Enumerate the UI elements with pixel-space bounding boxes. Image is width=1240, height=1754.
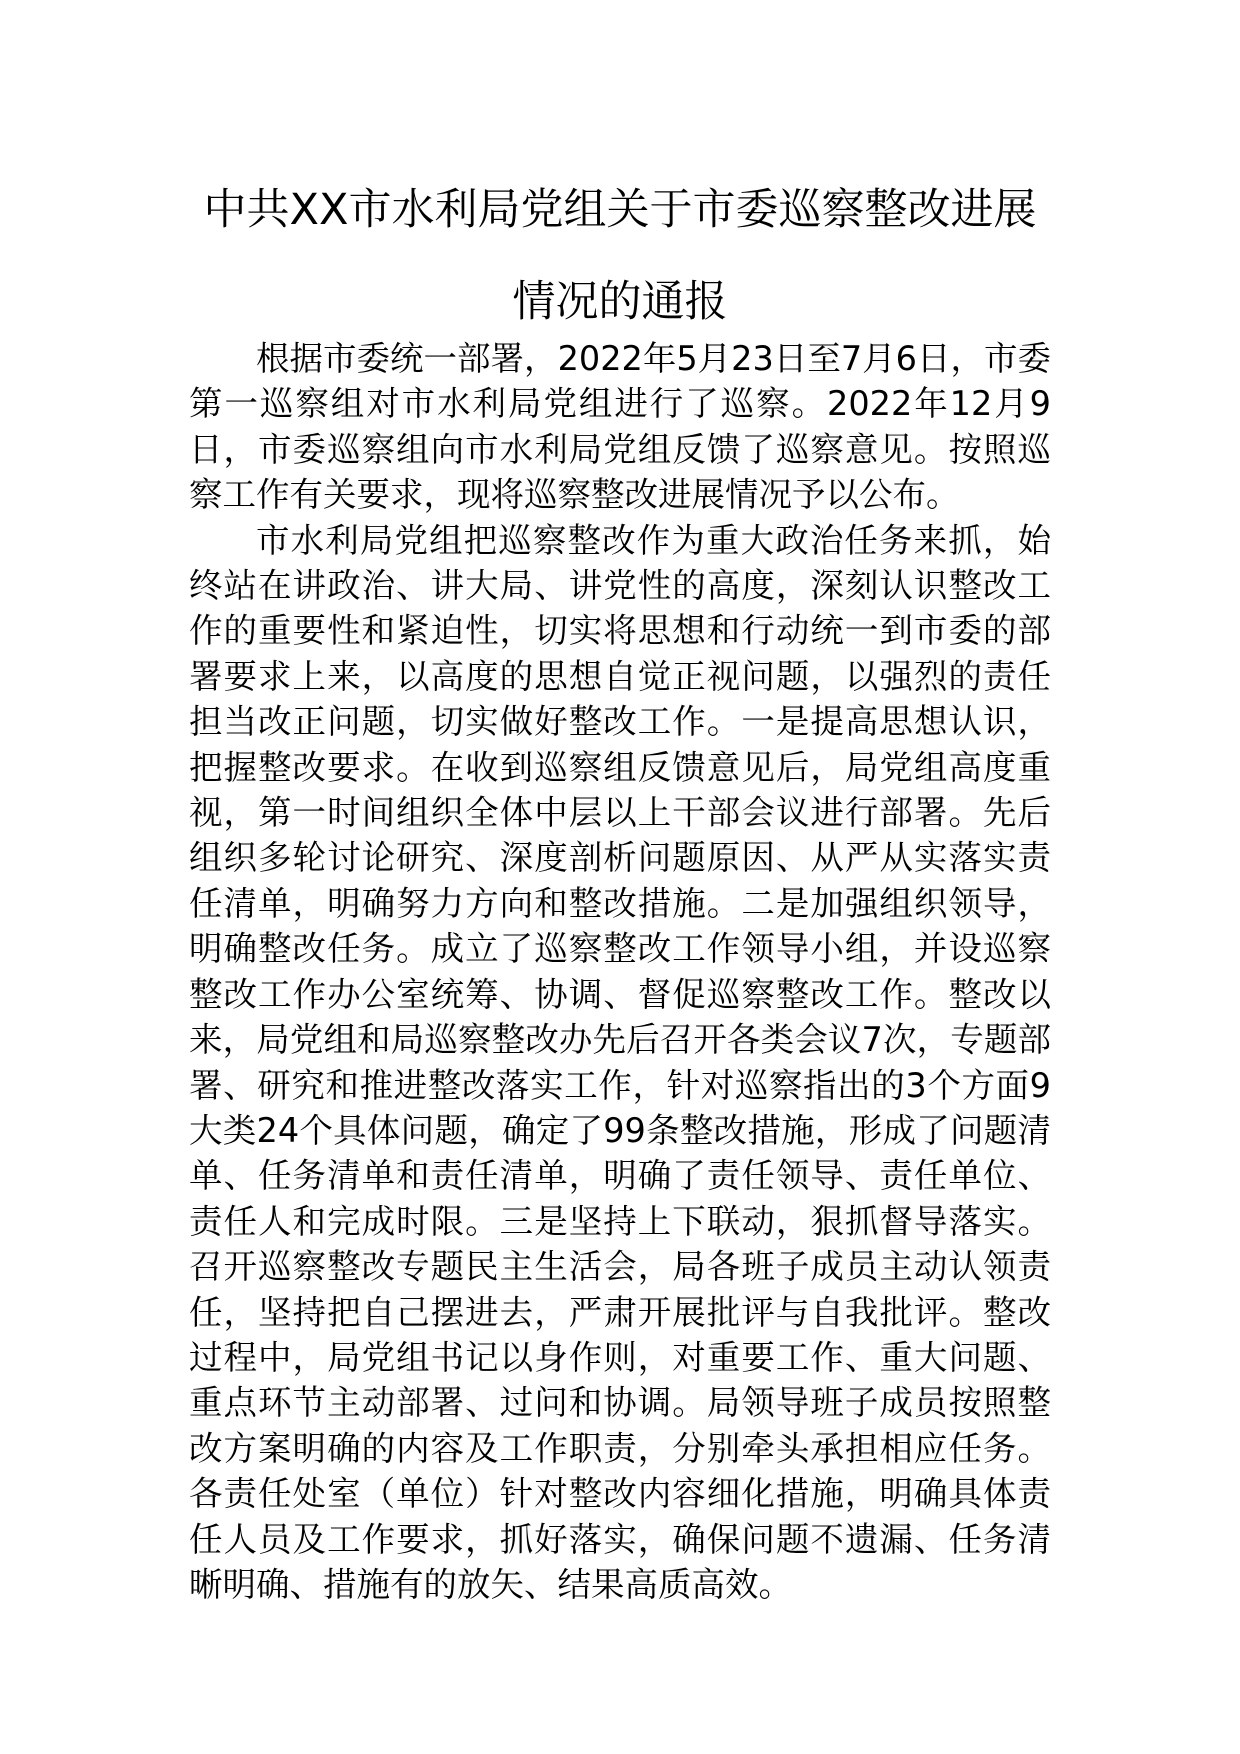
paragraph-2: 市水利局党组把巡察整改作为重大政治任务来抓，始终站在讲政治、讲大局、讲党性的高度，深刻认识整改工作的重要性和紧迫性，切实将思想和行动统一到市委的部署要求上来，以高度的思想自觉正视问题，以强烈的责任担当改正问题，切实做好整改工作。一是提高思想认识，把握整改要求。在收到巡察组反馈意见后，局党组高度重视，第一时间组织全体中层以上干部会议进行部署。先后组织多轮讨论研究、深度剖析问题原因、从严从实落实责任清单，明确努力方向和整改措施。二是加强组织领导，明确整改任务。成立了巡察整改工作领导小组，并设巡察整改工作办公室统筹、协调、督促巡察整改工作。整改以来，局党组和局巡察整改办先后召开各类会议7次，专题部署、研究和推进整改落实工作，针对巡察指出的3个方面9大类24个具体问题，确定了99条整改措施，形成了问题清单、任务清单和责任清单，明确了责任领导、责任单位、责任人和完成时限。三是坚持上下联动，狠抓督导落实。召开巡察整改专题民主生活会，局各班子成员主动认领责任，坚持把自己摆进去，严肃开展批评与自我批评。整改过程中，局党组书记以身作则，对重要工作、重大问题、重点环节主动部署、过问和协调。局领导班子成员按照整改方案明确的内容及工作职责，分别牵头承担相应任务。各责任处室（单位）针对整改内容细化措施，明确具体责任人员及工作要求，抓好落实，确保问题不遗漏、任务清晰明确、措施有的放矢、结果高质高效。: [189, 520, 1051, 1604]
document-body: [189, 336, 1051, 1607]
paragraph-1: 根据市委统一部署，2022年5月23日至7月6日，市委第一巡察组对市水利局党组进行了巡察。2022年12月9日，市委巡察组向市水利局党组反馈了巡察意见。按照巡察工作有关要求，现将巡察整改进展情况予以公布。: [189, 339, 1051, 515]
document-title: 中共XX市水利局党组关于市委巡察整改进展情况的通报: [203, 185, 1037, 327]
